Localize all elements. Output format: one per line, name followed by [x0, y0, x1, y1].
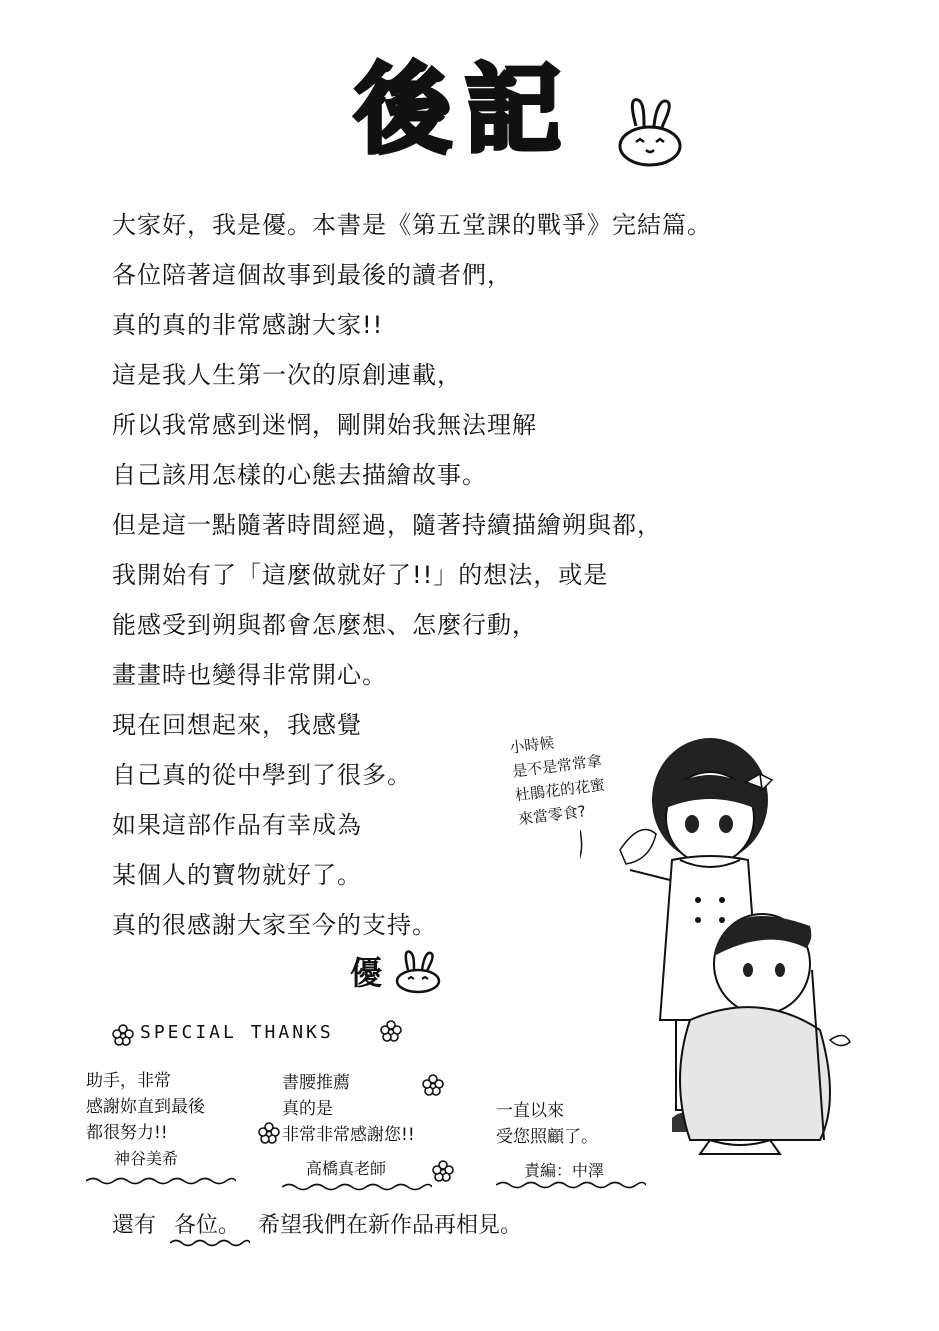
flower-icon [258, 1122, 280, 1144]
body-line: 但是這一點隨著時間經過，隨著持續描繪朔與都， [112, 511, 662, 539]
body-line: 某個人的寶物就好了。 [112, 861, 362, 889]
flower-icon [432, 1160, 454, 1182]
thanks-line: 非常非常感謝您!! [282, 1125, 415, 1145]
thanks-line: 書腰推薦 [282, 1073, 350, 1093]
body-line: 現在回想起來，我感覺 [112, 711, 362, 739]
thanks-assistant [86, 1068, 205, 1172]
thanks-line: 受您照顧了。 [496, 1127, 598, 1147]
thanks-recommendation [282, 1070, 415, 1182]
wavy-underline [496, 1180, 646, 1190]
rabbit-icon [612, 96, 688, 168]
body-line: 我開始有了「這麼做就好了!!」的想法，或是 [112, 561, 609, 589]
wavy-underline [86, 1176, 236, 1186]
body-line: 所以我常感到迷惘，剛開始我無法理解 [112, 411, 537, 439]
flower-icon [422, 1074, 444, 1096]
thanks-editor [496, 1098, 604, 1184]
body-line: 能感受到朔與都會怎麼想、怎麼行動， [112, 611, 537, 639]
closing-line [112, 1208, 522, 1239]
thanks-line: 真的是 [282, 1099, 333, 1119]
body-line: 真的很感謝大家至今的支持。 [112, 911, 437, 939]
body-line: 這是我人生第一次的原創連載， [112, 361, 462, 389]
body-line: 各位陪著這個故事到最後的讀者們， [112, 261, 512, 289]
thanks-name: 責編：中澤 [524, 1161, 605, 1180]
note-line: 來當零食? [517, 802, 587, 829]
wavy-underline [282, 1182, 432, 1192]
body-line: 畫畫時也變得非常開心。 [112, 661, 387, 689]
children-illustration [580, 720, 880, 1160]
closing-part-everyone: 各位。 [174, 1213, 241, 1238]
rabbit-signature-icon [392, 950, 444, 994]
closing-part: 希望我們在新作品再相見。 [258, 1213, 523, 1238]
thanks-line: 一直以來 [496, 1101, 564, 1121]
page-title: 後記 [355, 54, 575, 166]
thanks-line: 感謝妳直到最後 [86, 1097, 205, 1117]
signature: 優 [350, 954, 383, 992]
closing-part: 還有 [112, 1213, 157, 1238]
note-line: 是不是常常拿 [511, 751, 603, 781]
body-line: 真的真的非常感謝大家!! [112, 311, 384, 339]
thanks-name: 神谷美希 [114, 1149, 179, 1168]
body-line: 大家好，我是優。本書是《第五堂課的戰爭》完結篇。 [112, 211, 712, 239]
wavy-underline [170, 1238, 250, 1248]
thanks-line: 都很努力!! [86, 1123, 168, 1143]
flower-icon [112, 1024, 134, 1046]
note-line: 小時候 [508, 733, 556, 757]
flower-icon [380, 1020, 402, 1042]
body-line: 自己該用怎樣的心態去描繪故事。 [112, 461, 487, 489]
special-thanks-heading: SPECIAL THANKS [140, 1022, 334, 1043]
note-line: 杜鵑花的花蜜 [514, 775, 606, 805]
body-line: 自己真的從中學到了很多。 [112, 761, 412, 789]
thanks-name: 高橋真老師 [306, 1159, 387, 1178]
thanks-line: 助手，非常 [86, 1071, 171, 1091]
body-line: 如果這部作品有幸成為 [112, 811, 362, 839]
